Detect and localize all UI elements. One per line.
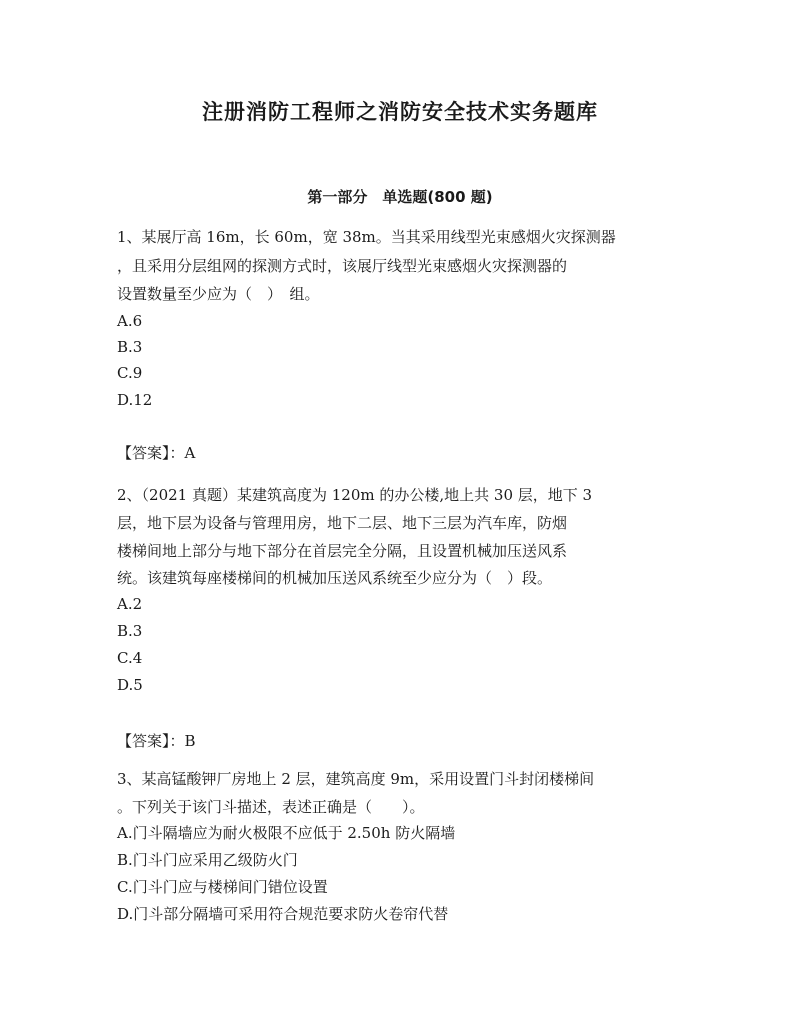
question-3-stem-line: 。下列关于该门斗描述，表述正确是（ ）。 [117,798,425,816]
question-1-option-a: A.6 [117,312,143,330]
question-2-option-c: C.4 [117,649,143,667]
question-1-stem-line: 1、某展厅高 16m，长 60m，宽 38m。当其采用线型光束感烟火灾探测器 [117,228,616,246]
question-2-stem-line: 楼梯间地上部分与地下部分在首层完全分隔，且设置机械加压送风系 [117,542,568,560]
question-2-stem-line: 统。该建筑每座楼梯间的机械加压送风系统至少应分为（ ）段。 [117,569,553,587]
question-3-stem-line: 3、某高锰酸钾厂房地上 2 层，建筑高度 9m，采用设置门斗封闭楼梯间 [117,770,595,788]
question-2-stem-line: 2、（2021 真题）某建筑高度为 120m 的办公楼,地上共 30 层，地下 3 [117,486,593,504]
question-1-stem-line: ，且采用分层组网的探测方式时，该展厅线型光束感烟火灾探测器的 [117,257,568,275]
question-2-option-b: B.3 [117,622,143,640]
document-title: 注册消防工程师之消防安全技术实务题库 [202,100,598,124]
question-2-option-d: D.5 [117,676,143,694]
question-1-stem-line: 设置数量至少应为（ ） 组。 [117,285,320,303]
question-1-option-d: D.12 [117,391,153,409]
question-3-option-c: C.门斗门应与楼梯间门错位设置 [117,878,328,896]
question-2-option-a: A.2 [117,595,143,613]
question-3-option-d: D.门斗部分隔墙可采用符合规范要求防火卷帘代替 [117,905,449,923]
question-1-option-c: C.9 [117,364,143,382]
question-2-stem-line: 层，地下层为设备与管理用房，地下二层、地下三层为汽车库，防烟 [117,514,568,532]
question-1-answer: 【答案】：A [117,444,196,462]
question-1-option-b: B.3 [117,338,143,356]
section-title: 第一部分 单选题(800 题) [307,188,493,206]
question-3-option-b: B.门斗门应采用乙级防火门 [117,851,298,869]
question-2-answer: 【答案】：B [117,732,196,750]
question-3-option-a: A.门斗隔墙应为耐火极限不应低于 2.50h 防火隔墙 [117,824,456,842]
